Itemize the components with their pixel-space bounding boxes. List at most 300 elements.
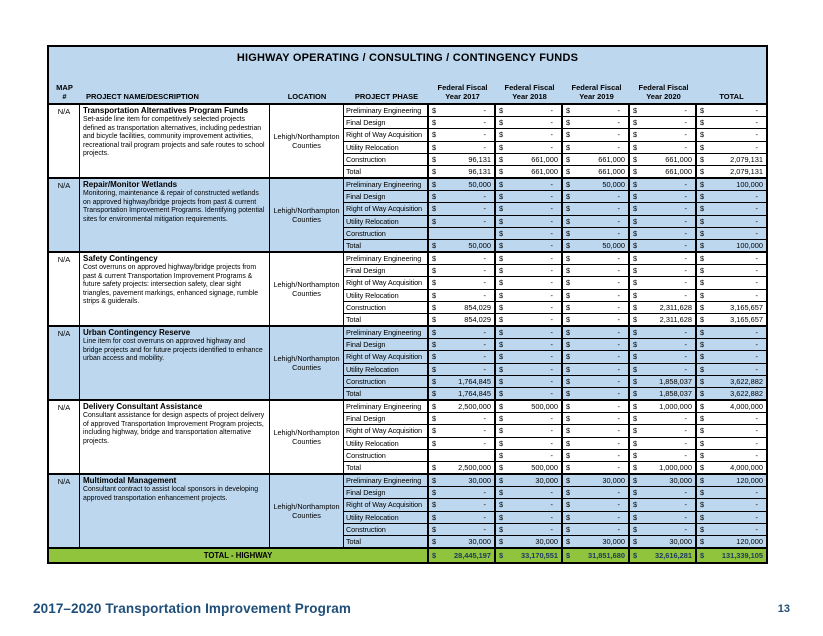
currency-symbol: $	[432, 302, 437, 312]
currency-symbol: $	[700, 450, 705, 460]
money-cell	[630, 265, 697, 276]
phase-label: Preliminary Engineering	[344, 475, 429, 486]
location-cell: Lehigh/Northampton Counties	[270, 327, 344, 399]
money-value: -	[550, 352, 553, 362]
phase-label: Preliminary Engineering	[344, 253, 429, 264]
phase-label: Final Design	[344, 191, 429, 202]
currency-symbol: $	[499, 328, 504, 338]
phase-row	[344, 128, 766, 140]
money-cell	[697, 117, 766, 128]
location-cell: Lehigh/Northampton Counties	[270, 475, 344, 547]
money-value: -	[684, 278, 687, 288]
currency-symbol: $	[499, 450, 504, 460]
currency-symbol: $	[700, 216, 705, 226]
money-cell	[429, 475, 496, 486]
money-cell	[697, 327, 766, 338]
money-value: -	[755, 352, 758, 362]
money-cell	[429, 302, 496, 313]
money-value: -	[684, 438, 687, 448]
money-value: -	[755, 438, 758, 448]
phase-row	[344, 227, 766, 239]
money-cell	[429, 105, 496, 116]
currency-symbol: $	[566, 402, 571, 412]
money-cell	[429, 388, 496, 399]
money-cell	[429, 438, 496, 449]
col-header-ffy-2019: Federal Fiscal Year 2019	[571, 83, 622, 101]
money-value: -	[550, 302, 553, 312]
money-value: -	[617, 142, 620, 152]
money-value: -	[684, 426, 687, 436]
project-section	[49, 177, 766, 251]
currency-symbol: $	[566, 438, 571, 448]
money-value: 854,029	[464, 314, 491, 324]
currency-symbol: $	[700, 376, 705, 386]
money-value: -	[755, 488, 758, 498]
currency-symbol: $	[499, 204, 504, 214]
currency-symbol: $	[566, 340, 571, 350]
currency-symbol: $	[700, 302, 705, 312]
currency-symbol: $	[499, 352, 504, 362]
money-cell	[429, 549, 496, 562]
page-number: 13	[777, 603, 790, 615]
money-value: 3,622,882	[730, 376, 763, 386]
currency-symbol: $	[566, 302, 571, 312]
money-cell	[496, 475, 563, 486]
phase-label: Construction	[344, 524, 429, 535]
money-cell	[429, 166, 496, 177]
money-value: -	[550, 314, 553, 324]
money-value: 661,000	[665, 154, 692, 164]
currency-symbol: $	[566, 426, 571, 436]
money-value: 50,000	[602, 180, 625, 190]
money-cell	[496, 524, 563, 535]
currency-symbol: $	[633, 278, 638, 288]
map-number-cell: N/A	[49, 475, 80, 547]
money-cell	[496, 401, 563, 412]
money-value: -	[483, 340, 486, 350]
money-cell	[563, 438, 630, 449]
money-cell	[630, 549, 697, 562]
money-cell	[563, 499, 630, 510]
money-cell	[563, 314, 630, 325]
phase-label: Utility Relocation	[344, 290, 429, 301]
money-cell	[563, 166, 630, 177]
phase-row	[344, 338, 766, 350]
money-value: -	[617, 364, 620, 374]
currency-symbol: $	[700, 180, 705, 190]
money-value: -	[755, 130, 758, 140]
currency-symbol: $	[499, 118, 504, 128]
currency-symbol: $	[633, 414, 638, 424]
money-value: 1,764,845	[458, 376, 491, 386]
money-value: 30,000	[669, 536, 692, 546]
currency-symbol: $	[566, 216, 571, 226]
money-value: 33,170,551	[521, 551, 558, 560]
grand-total-row	[49, 547, 766, 562]
currency-symbol: $	[700, 352, 705, 362]
currency-symbol: $	[700, 166, 705, 176]
currency-symbol: $	[700, 340, 705, 350]
money-value: 1,858,037	[659, 388, 692, 398]
currency-symbol: $	[432, 154, 437, 164]
currency-symbol: $	[633, 536, 638, 546]
phase-label: Utility Relocation	[344, 512, 429, 523]
money-cell	[630, 129, 697, 140]
money-value: -	[617, 228, 620, 238]
currency-symbol: $	[499, 340, 504, 350]
money-cell	[630, 142, 697, 153]
money-cell	[697, 536, 766, 547]
money-cell	[429, 413, 496, 424]
table-header	[49, 47, 766, 103]
money-value: -	[684, 118, 687, 128]
money-value: 3,165,657	[730, 314, 763, 324]
money-value: 50,000	[468, 180, 491, 190]
money-cell	[496, 549, 563, 562]
money-value: -	[617, 488, 620, 498]
currency-symbol: $	[499, 240, 504, 250]
currency-symbol: $	[633, 512, 638, 522]
money-value: 854,029	[464, 302, 491, 312]
currency-symbol: $	[499, 376, 504, 386]
map-number-cell: N/A	[49, 179, 80, 251]
money-value: 2,311,628	[659, 314, 692, 324]
money-cell	[563, 179, 630, 190]
phase-row	[344, 202, 766, 214]
phase-label: Total	[344, 388, 429, 399]
currency-symbol: $	[432, 462, 437, 472]
project-name-cell	[80, 327, 270, 399]
currency-symbol: $	[633, 290, 638, 300]
money-cell	[697, 290, 766, 301]
money-value: 2,311,628	[659, 302, 692, 312]
phase-rows	[344, 179, 766, 251]
money-cell	[496, 450, 563, 461]
money-value: 30,000	[535, 476, 558, 486]
money-cell	[563, 142, 630, 153]
phase-label: Final Design	[344, 339, 429, 350]
currency-symbol: $	[432, 551, 437, 560]
project-name-cell	[80, 105, 270, 177]
money-cell	[563, 450, 630, 461]
currency-symbol: $	[566, 488, 571, 498]
col-header-total: TOTAL	[719, 92, 744, 101]
money-value: -	[550, 192, 553, 202]
money-cell	[563, 216, 630, 227]
money-cell	[630, 351, 697, 362]
currency-symbol: $	[700, 512, 705, 522]
phase-row	[344, 437, 766, 449]
money-value: 2,079,131	[730, 166, 763, 176]
money-cell	[496, 438, 563, 449]
project-name-cell	[80, 179, 270, 251]
phase-label: Total	[344, 240, 429, 251]
money-cell	[697, 438, 766, 449]
currency-symbol: $	[499, 524, 504, 534]
phase-label: Final Design	[344, 487, 429, 498]
money-value: -	[483, 524, 486, 534]
money-value: -	[684, 512, 687, 522]
currency-symbol: $	[499, 192, 504, 202]
currency-symbol: $	[633, 204, 638, 214]
money-value: -	[483, 414, 486, 424]
money-cell	[697, 401, 766, 412]
currency-symbol: $	[700, 328, 705, 338]
money-value: -	[684, 142, 687, 152]
currency-symbol: $	[499, 488, 504, 498]
money-value: -	[684, 192, 687, 202]
money-cell	[630, 203, 697, 214]
money-cell	[697, 512, 766, 523]
currency-symbol: $	[499, 388, 504, 398]
phase-label: Final Design	[344, 413, 429, 424]
phase-label: Right of Way Acquisition	[344, 425, 429, 436]
money-cell	[496, 302, 563, 313]
currency-symbol: $	[566, 180, 571, 190]
currency-symbol: $	[432, 388, 437, 398]
currency-symbol: $	[432, 536, 437, 546]
currency-symbol: $	[432, 106, 437, 116]
money-cell	[563, 105, 630, 116]
currency-symbol: $	[432, 290, 437, 300]
money-cell	[496, 339, 563, 350]
money-value: -	[550, 376, 553, 386]
phase-label: Total	[344, 462, 429, 473]
money-value: -	[483, 426, 486, 436]
currency-symbol: $	[499, 512, 504, 522]
document-footer-title: 2017–2020 Transportation Improvement Program	[33, 601, 352, 616]
money-value: -	[617, 352, 620, 362]
money-value: -	[684, 180, 687, 190]
money-cell	[630, 240, 697, 251]
phase-row	[344, 190, 766, 202]
currency-symbol: $	[566, 204, 571, 214]
money-cell	[496, 166, 563, 177]
currency-symbol: $	[432, 524, 437, 534]
money-value: 500,000	[531, 402, 558, 412]
currency-symbol: $	[566, 476, 571, 486]
money-value: -	[550, 130, 553, 140]
currency-symbol: $	[566, 314, 571, 324]
currency-symbol: $	[700, 278, 705, 288]
currency-symbol: $	[700, 488, 705, 498]
money-cell	[630, 290, 697, 301]
money-cell	[697, 216, 766, 227]
money-cell	[429, 351, 496, 362]
col-header-project-name: PROJECT NAME/DESCRIPTION	[86, 92, 199, 101]
phase-row	[344, 239, 766, 251]
currency-symbol: $	[633, 438, 638, 448]
money-value: -	[483, 278, 486, 288]
money-value: -	[617, 438, 620, 448]
project-description: Consultant contract to assist local sponsors in developing approved transportation enhancement projects.	[83, 486, 259, 502]
money-value: -	[755, 118, 758, 128]
money-value: 28,445,197	[454, 551, 491, 560]
money-cell	[630, 401, 697, 412]
phase-label: Utility Relocation	[344, 364, 429, 375]
money-value: -	[483, 266, 486, 276]
currency-symbol: $	[700, 204, 705, 214]
money-cell	[697, 154, 766, 165]
money-cell	[563, 462, 630, 473]
currency-symbol: $	[432, 314, 437, 324]
map-number-cell: N/A	[49, 105, 80, 177]
currency-symbol: $	[566, 228, 571, 238]
money-value: -	[483, 142, 486, 152]
money-cell	[429, 253, 496, 264]
money-value: 1,764,845	[458, 388, 491, 398]
currency-symbol: $	[633, 551, 638, 560]
money-value: 131,339,105	[721, 551, 763, 560]
currency-symbol: $	[566, 166, 571, 176]
money-value: -	[617, 314, 620, 324]
money-cell	[697, 191, 766, 202]
phase-label: Utility Relocation	[344, 216, 429, 227]
money-cell	[496, 536, 563, 547]
money-value: 100,000	[736, 240, 763, 250]
location-cell: Lehigh/Northampton Counties	[270, 105, 344, 177]
money-cell	[563, 376, 630, 387]
project-name-cell	[80, 253, 270, 325]
money-value: -	[617, 302, 620, 312]
money-value: -	[483, 328, 486, 338]
money-value: -	[684, 488, 687, 498]
money-value: -	[755, 216, 758, 226]
currency-symbol: $	[499, 402, 504, 412]
money-cell	[697, 253, 766, 264]
money-value: 30,000	[602, 536, 625, 546]
money-cell	[496, 142, 563, 153]
money-value: -	[684, 450, 687, 460]
money-value: 31,851,680	[588, 551, 625, 560]
money-value: 3,622,882	[730, 388, 763, 398]
money-cell	[496, 191, 563, 202]
money-cell	[429, 364, 496, 375]
currency-symbol: $	[432, 142, 437, 152]
money-value: -	[483, 216, 486, 226]
money-value: -	[550, 106, 553, 116]
money-cell	[429, 450, 496, 461]
money-cell	[630, 314, 697, 325]
money-cell	[496, 314, 563, 325]
money-cell	[630, 524, 697, 535]
phase-row	[344, 387, 766, 399]
money-value: -	[684, 352, 687, 362]
money-cell	[563, 327, 630, 338]
money-cell	[563, 117, 630, 128]
money-value: -	[617, 118, 620, 128]
money-value: -	[550, 512, 553, 522]
currency-symbol: $	[566, 500, 571, 510]
money-cell	[697, 302, 766, 313]
money-cell	[697, 166, 766, 177]
money-value: -	[755, 142, 758, 152]
phase-label: Final Design	[344, 265, 429, 276]
currency-symbol: $	[633, 192, 638, 202]
money-value: -	[684, 414, 687, 424]
money-cell	[630, 450, 697, 461]
money-value: -	[483, 192, 486, 202]
money-value: -	[684, 290, 687, 300]
money-cell	[697, 364, 766, 375]
money-value: -	[550, 240, 553, 250]
money-value: -	[483, 352, 486, 362]
column-header-row	[49, 83, 766, 103]
currency-symbol: $	[633, 266, 638, 276]
currency-symbol: $	[566, 388, 571, 398]
money-cell	[429, 376, 496, 387]
currency-symbol: $	[499, 106, 504, 116]
money-cell	[496, 203, 563, 214]
project-name-cell	[80, 401, 270, 473]
phase-label: Right of Way Acquisition	[344, 351, 429, 362]
money-value: 1,000,000	[659, 462, 692, 472]
project-description: Monitoring, maintenance & repair of constructed wetlands on approved highway/bridge projects from past & current Transportation Improvement Programs. Identifying potential sites for environmental mitigation requirements.	[83, 190, 265, 223]
currency-symbol: $	[432, 352, 437, 362]
phase-rows	[344, 327, 766, 399]
currency-symbol: $	[499, 278, 504, 288]
money-cell	[563, 240, 630, 251]
money-cell	[630, 228, 697, 239]
money-cell	[496, 425, 563, 436]
money-value: -	[617, 524, 620, 534]
currency-symbol: $	[566, 266, 571, 276]
money-value: -	[755, 426, 758, 436]
money-value: -	[684, 266, 687, 276]
currency-symbol: $	[432, 488, 437, 498]
currency-symbol: $	[700, 106, 705, 116]
money-value: -	[755, 290, 758, 300]
currency-symbol: $	[499, 180, 504, 190]
currency-symbol: $	[566, 240, 571, 250]
money-cell	[496, 105, 563, 116]
currency-symbol: $	[499, 154, 504, 164]
currency-symbol: $	[499, 266, 504, 276]
money-value: -	[755, 106, 758, 116]
currency-symbol: $	[432, 266, 437, 276]
phase-label: Utility Relocation	[344, 142, 429, 153]
money-cell	[630, 438, 697, 449]
currency-symbol: $	[499, 142, 504, 152]
project-name: Safety Contingency	[83, 254, 158, 263]
currency-symbol: $	[700, 254, 705, 264]
money-value: -	[550, 228, 553, 238]
money-value: -	[617, 512, 620, 522]
money-value: -	[755, 192, 758, 202]
currency-symbol: $	[633, 180, 638, 190]
money-cell	[697, 240, 766, 251]
money-cell	[697, 450, 766, 461]
money-cell	[697, 376, 766, 387]
money-value: -	[550, 118, 553, 128]
project-name: Delivery Consultant Assistance	[83, 402, 203, 411]
currency-symbol: $	[499, 536, 504, 546]
phase-row	[344, 498, 766, 510]
money-cell	[429, 265, 496, 276]
project-section	[49, 251, 766, 325]
currency-symbol: $	[499, 438, 504, 448]
phase-rows	[344, 475, 766, 547]
phase-row	[344, 401, 766, 412]
money-value: -	[483, 438, 486, 448]
money-value: -	[617, 402, 620, 412]
currency-symbol: $	[566, 414, 571, 424]
money-cell	[630, 413, 697, 424]
money-cell	[630, 117, 697, 128]
money-cell	[429, 401, 496, 412]
money-cell	[630, 154, 697, 165]
money-cell	[429, 290, 496, 301]
